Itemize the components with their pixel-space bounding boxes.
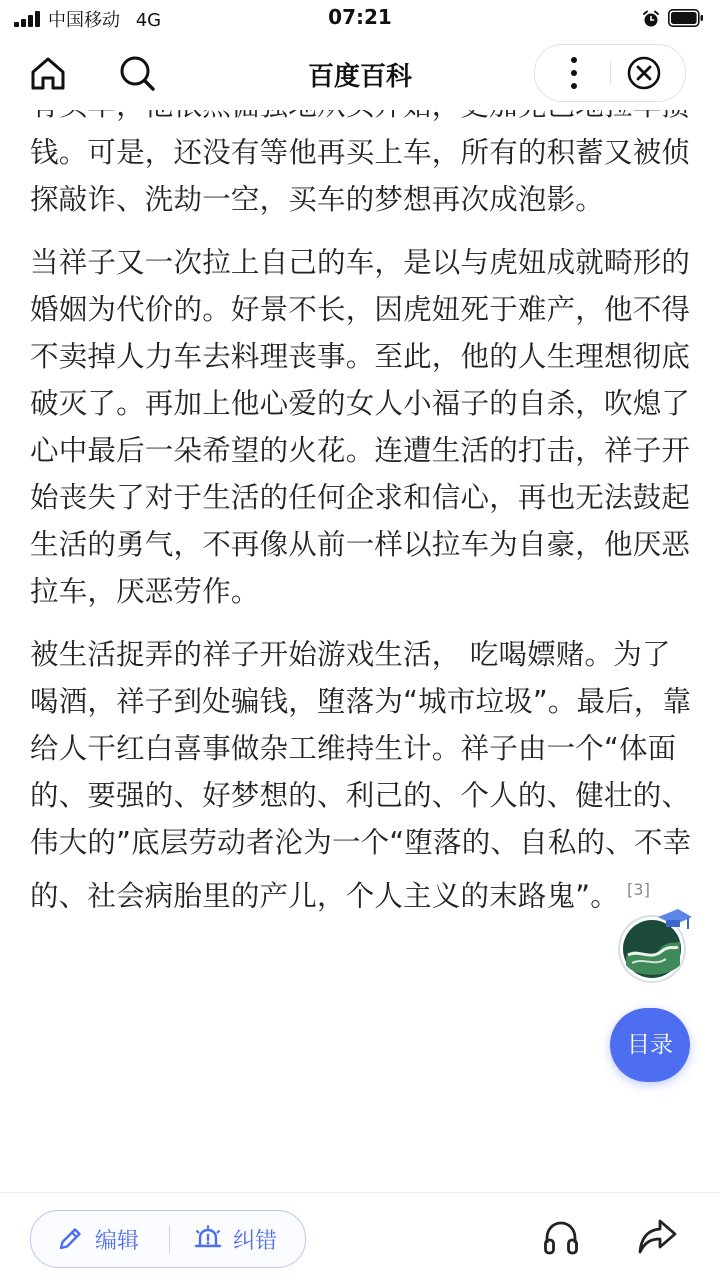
article-paragraph: 当祥子又一次拉上自己的车，是以与虎妞成就畸形的婚姻为代价的。好景不长，因虎妞死于难产，他不得不卖掉人力车去料理丧事。至此，他的人生理想彻底破灭了。再加上他心爱的女人小福子的自杀，吹熄了心中最后一朵希望的火花。连遭生活的打击，祥子开始丧失了对于生活的任何企求和信心，再也无法鼓起生活的勇气，不再像从前一样以拉车为自豪，他厌恶拉车，厌恶劳作。 <box>30 246 691 608</box>
edit-label: 编辑 <box>95 1229 140 1254</box>
more-dots-icon[interactable] <box>559 53 589 93</box>
mascot-avatar-icon[interactable] <box>614 905 692 983</box>
headphones-icon[interactable] <box>542 1219 580 1257</box>
battery-icon <box>668 9 704 27</box>
bottom-bar <box>0 1192 720 1281</box>
capsule-divider <box>610 61 611 85</box>
article-body <box>30 82 695 936</box>
status-time: 07:21 <box>328 5 392 29</box>
article-paragraph <box>30 631 695 920</box>
edit-fix-pill <box>30 1210 306 1268</box>
pill-divider <box>169 1225 170 1253</box>
toc-button[interactable]: 目录 <box>610 1008 690 1082</box>
network-type: 4G <box>135 10 162 31</box>
carrier-name: 中国移动 <box>48 10 120 31</box>
pencil-icon <box>57 1226 83 1252</box>
close-circle-icon[interactable] <box>627 56 661 90</box>
fix-label: 纠错 <box>233 1229 278 1254</box>
mini-program-capsule <box>534 44 686 102</box>
status-bar <box>0 0 720 40</box>
article-paragraph: 钱。可是，还没有等他再买上车，所有的积蓄又被侦探敲诈、洗劫一空，买车的梦想再次成泡影。 <box>30 136 691 216</box>
correction-icon <box>193 1225 223 1253</box>
reference-link[interactable]: [3] <box>626 880 651 899</box>
share-icon[interactable] <box>636 1217 678 1257</box>
paragraph-text: 被生活捉弄的祥子开始游戏生活， 吃喝嫖赌。为了喝酒，祥子到处骗钱，堕落为“城市垃圾”。最后，靠给人干红白喜事做杂工维持生计。祥子由一个“体面的、要强的、好梦想的、利己的、个人的、健壮的、伟大的”底层劳动者沦为一个“堕落的、自私的、不幸的、社会病胎里的产儿，个人主义的末路鬼”。 <box>30 638 692 913</box>
nav-bar <box>0 40 720 110</box>
alarm-icon <box>642 10 660 28</box>
page-title: 百度百科 <box>307 62 412 92</box>
